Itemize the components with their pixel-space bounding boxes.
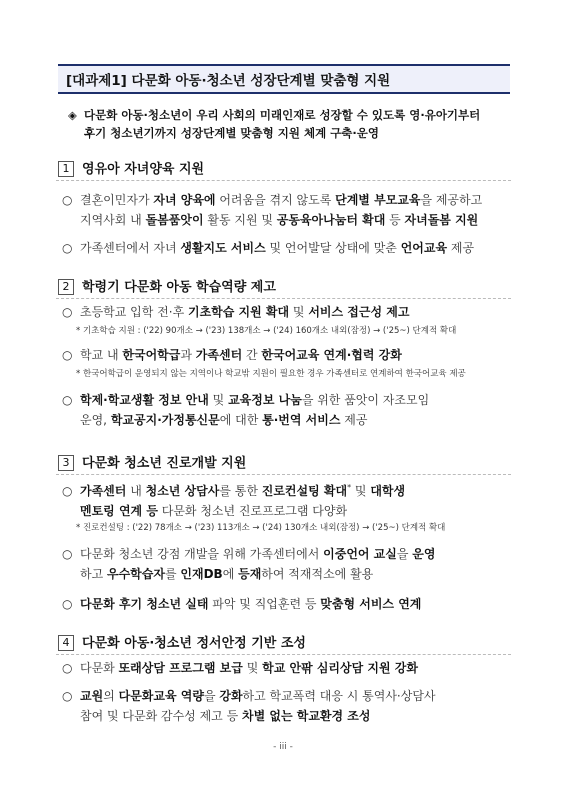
bullet-icon: ○ xyxy=(62,597,73,611)
page-title: [대과제1] 다문화 아동·청소년 성장단계별 맞춤형 지원 xyxy=(66,73,391,89)
bullet-icon: ○ xyxy=(62,547,73,561)
divider xyxy=(56,180,511,181)
footnote: * 한국어학급이 운영되지 않는 지역이나 학교밖 지원이 필요한 경우 가족센터로 연계하여 한국어교육 제공 xyxy=(76,369,466,379)
section-number: 1 xyxy=(58,161,74,177)
bullet-icon: ○ xyxy=(62,393,73,407)
bullet-item: ○ 다문화 후기 청소년 실태 파악 및 직업훈련 등 맞춤형 서비스 연계 xyxy=(62,594,522,614)
bullet-item: ○ 다문화 또래상담 프로그램 보급 및 학교 안팎 심리상담 지원 강화 xyxy=(62,658,522,678)
bullet-icon: ○ xyxy=(62,689,73,703)
bullet-icon: ○ xyxy=(62,241,73,255)
intro-summary xyxy=(68,106,538,142)
divider xyxy=(56,298,511,299)
section-1-heading: 1 영유아 자녀양육 지원 xyxy=(58,158,204,177)
bullet-item: ○ 가족센터에서 자녀 생활지도 서비스 및 언어발달 상태에 맞춘 언어교육 제공 xyxy=(62,238,522,258)
bullet-item: ○ 초등학교 입학 전·후 기초학습 지원 확대 및 서비스 접근성 제고 xyxy=(62,302,522,322)
divider xyxy=(56,654,511,655)
section-number: 2 xyxy=(58,279,74,295)
bullet-item: ○ 다문화 청소년 강점 개발을 위해 가족센터에서 이중언어 교실을 운영 하고 우수학습자를 인재DB에 등재하여 적재적소에 활용 xyxy=(62,544,522,584)
section-3-heading: 3 다문화 청소년 진로개발 지원 xyxy=(58,452,246,471)
bullet-item: ○ 결혼이민자가 자녀 양육에 어려움을 겪지 않도록 단계별 부모교육을 제공하고 지역사회 내 돌봄품앗이 활동 지원 및 공동육아나눔터 확대 등 자녀돌봄 지원 xyxy=(62,190,522,230)
bullet-item: ○ 학교 내 한국어학급과 가족센터 간 한국어교육 연계·협력 강화 xyxy=(62,345,522,365)
section-4-heading: 4 다문화 아동·청소년 정서안정 기반 조성 xyxy=(58,632,306,651)
bullet-icon: ○ xyxy=(62,348,73,362)
bullet-icon: ○ xyxy=(62,305,73,319)
page-number: - iii - xyxy=(273,742,293,752)
bullet-icon: ○ xyxy=(62,193,73,207)
intro-line-2: 후기 청소년기까지 성장단계별 맞춤형 지원 체계 구축·운영 xyxy=(84,126,380,140)
bullet-icon: ○ xyxy=(62,661,73,675)
bullet-item: ○ 교원의 다문화교육 역량을 강화하고 학교폭력 대응 시 통역사·상담사 참여 및 다문화 감수성 제고 등 차별 없는 학교환경 조성 xyxy=(62,686,522,726)
bullet-icon: ○ xyxy=(62,484,73,498)
bullet-item: ○ 가족센터 내 청소년 상담사를 통한 진로컨설팅 확대* 및 대학생 멘토링 연계 등 다문화 청소년 진로프로그램 다양화 xyxy=(62,483,406,518)
bullet-item: ○ 학제·학교생활 정보 안내 및 교육정보 나눔을 위한 품앗이 자조모임 운영, 학교공지·가정통신문에 대한 통·번역 서비스 제공 xyxy=(62,390,522,430)
footnote: * 진로컨설팅 : ('22) 78개소 → ('23) 113개소 → ('24) 130개소 내외(잠정) → ('25~) 단계적 확대 xyxy=(76,523,446,533)
section-2-heading: 2 학령기 다문화 아동 학습역량 제고 xyxy=(58,276,276,295)
section-number: 3 xyxy=(58,455,74,471)
section-number: 4 xyxy=(58,635,74,651)
intro-line-1: ◈ 다문화 아동·청소년이 우리 사회의 미래인재로 성장할 수 있도록 영·유아기부터 xyxy=(68,108,481,122)
divider xyxy=(56,474,511,475)
footnote: * 기초학습 지원 : ('22) 90개소 → ('23) 138개소 → ('24) 160개소 내외(잠정) → ('25~) 단계적 확대 xyxy=(76,326,457,336)
diamond-icon: ◈ xyxy=(68,108,77,122)
